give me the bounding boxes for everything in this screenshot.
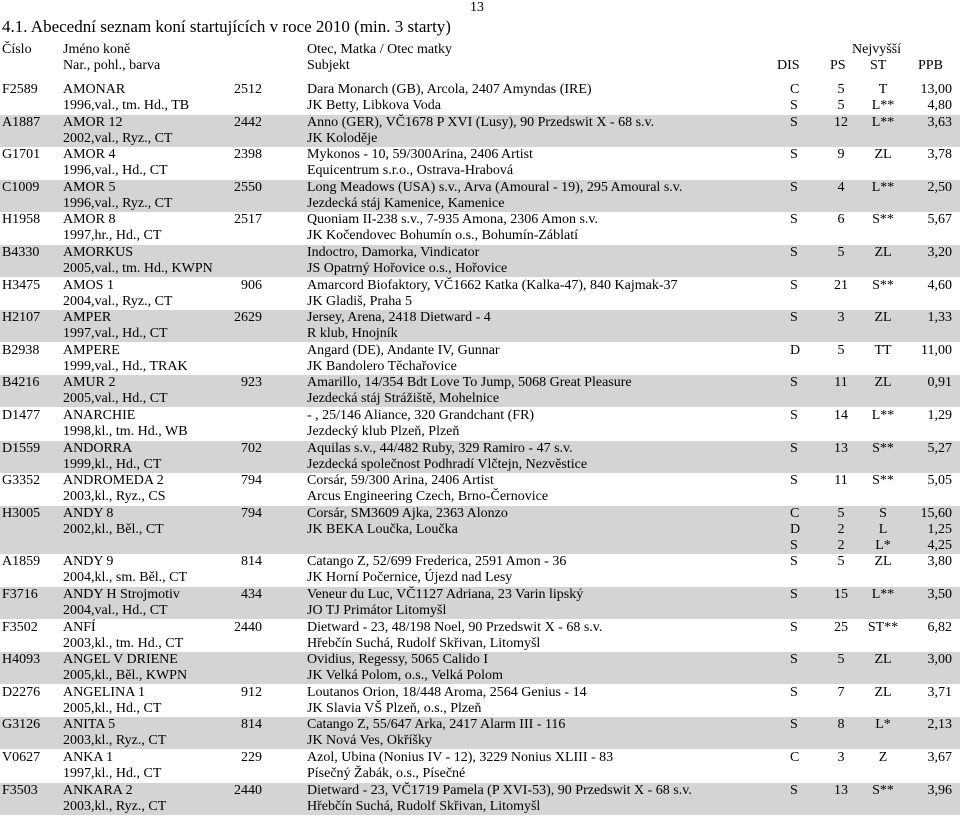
page-number: 13 [470,0,484,15]
stat-st: L** [871,98,895,113]
horse-number: F3502 [2,619,38,635]
pedigree: Dietward - 23, VČ1719 Pamela (P XVI-53), 90 Przedswit X - 68 s.v. [307,782,692,798]
pedigree: Mykonos - 10, 59/300Arina, 2406 Artist [307,147,533,163]
header-otec: Otec, Matka / Otec matky [307,42,453,57]
horse-birth-info: 1996,val., Ryz., CT [63,195,173,211]
owner-subject: Jezdecká stáj Kamenice, Kamenice [307,195,505,211]
sire-number: 2440 [234,619,262,635]
owner-subject: JK Koloděje [307,130,378,146]
pedigree: Indoctro, Damorka, Vindicator [307,245,480,260]
horse-birth-info: 2002,kl., Běl., CT [63,521,164,537]
stat-st: L** [871,179,895,195]
horse-name: AMOR 5 [63,179,116,195]
stat-dis: S [790,619,798,635]
horse-name: ANDORRA [63,440,133,456]
stat-dis: S [790,684,798,700]
table-row [0,180,960,212]
table-row [0,473,960,505]
stat-st: ST** [867,619,899,635]
horse-birth-info: 2003,kl., tm. Hd., CT [63,635,184,651]
stat-dis: S [790,114,798,130]
horse-name: ANDY H Strojmotiv [63,587,180,602]
stat-dis: S [790,375,798,391]
owner-subject: R klub, Hnojník [307,326,398,342]
stat-ps: 11 [834,473,848,489]
horse-number: B4330 [2,245,40,260]
horse-number: F3503 [2,782,38,798]
table-row [0,408,960,440]
stat-ps: 14 [834,408,848,423]
table-row [0,750,960,782]
stat-st: ZL [874,375,892,391]
sire-number: 912 [241,684,262,700]
header-jmeno: Jméno koně [63,42,131,57]
owner-subject: Hřebčín Suchá, Rudolf Skřivan, Litomyšl [307,798,541,814]
owner-subject: JK Slavia VŠ Plzeň, o.s., Plzeň [307,700,482,716]
stat-dis: S [790,147,798,163]
horse-number: H3475 [2,277,41,293]
stat-ppb: 13,00 [920,82,952,97]
stat-st: ZL [874,245,892,260]
stat-ppb: 4,25 [927,537,952,553]
pedigree: Quoniam II-238 s.v., 7-935 Amona, 2306 Amon s.v. [307,212,598,228]
stat-ps: 8 [837,717,845,733]
owner-subject: Arcus Engineering Czech, Brno-Černovice [307,489,549,505]
horse-name: ANFÍ [63,619,96,635]
stat-dis: D [790,521,801,537]
horse-number: H3005 [2,505,41,521]
stat-dis: S [790,310,798,326]
stat-ppb: 3,20 [927,245,952,260]
owner-subject: JS Opatrný Hořovice o.s., Hořovice [307,261,508,276]
stat-st: L [878,521,888,537]
stat-ps: 3 [837,310,845,326]
table-row [0,554,960,586]
stat-dis: S [790,652,798,668]
stat-ppb: 3,71 [927,684,952,700]
horse-number: H2107 [2,310,41,326]
stat-ppb: 4,80 [927,98,952,113]
owner-subject: Jezdecký klub Plzeň, Plzeň [307,424,460,439]
sire-number: 2512 [234,82,262,97]
header-dis: DIS [777,58,800,73]
pedigree: Aquilas s.v., 44/482 Ruby, 329 Ramiro - 47 s.v. [307,440,573,456]
sire-number: 2440 [234,782,262,798]
pedigree: Jersey, Arena, 2418 Dietward - 4 [307,310,491,326]
horse-name: AMUR 2 [63,375,116,391]
stat-dis: C [790,750,800,765]
horse-number: F3716 [2,587,38,602]
stat-ps: 25 [834,619,848,635]
horse-number: A1887 [2,114,41,130]
sire-number: 794 [241,473,262,489]
stat-ps: 4 [837,179,845,195]
horse-name: ANITA 5 [63,717,116,733]
horse-birth-info: 2003,kl., Ryz., CT [63,733,167,749]
owner-subject: JK Velká Polom, o.s., Velká Polom [307,668,503,684]
owner-subject: JK Nová Ves, Okříšky [307,733,432,749]
horse-birth-info: 2005,kl., Běl., KWPN [63,668,188,684]
table-row [0,587,960,619]
sire-number: 229 [241,750,262,765]
header-st: ST [870,58,887,73]
header-nar: Nar., pohl., barva [63,58,161,73]
stat-ppb: 2,13 [927,717,952,733]
stat-ppb: 5,27 [927,440,952,456]
table-row [0,620,960,652]
pedigree: Dietward - 23, 48/198 Noel, 90 Przedswit X - 68 s.v. [307,619,603,635]
stat-ps: 13 [834,782,848,798]
stat-ppb: 2,50 [927,179,952,195]
horse-name: ANKARA 2 [63,782,133,798]
stat-ps: 6 [837,212,845,228]
stat-st: Z [878,750,888,765]
horse-name: ANGEL V DRIENE [63,652,178,668]
horse-name: AMOR 12 [63,114,123,130]
stat-ps: 13 [834,440,848,456]
pedigree: Corsár, SM3609 Ajka, 2363 Alonzo [307,505,508,521]
horse-name: AMPERE [63,342,120,358]
stat-ps: 12 [834,114,848,130]
stat-st: ZL [874,684,892,700]
stat-ps: 3 [837,750,845,765]
header-cislo: Číslo [2,42,32,57]
stat-ps: 7 [837,684,845,700]
header-nejvyssi: Nejvyšší [852,42,901,57]
horse-number: G1701 [2,147,41,163]
stat-ps: 5 [837,554,845,570]
horse-number: G3352 [2,473,41,489]
sire-number: 2550 [234,179,262,195]
stat-ps: 5 [837,505,845,521]
stat-dis: S [790,782,798,798]
stat-st: L* [875,717,891,733]
table-row [0,310,960,342]
stat-dis: C [790,505,800,521]
stat-dis: S [790,277,798,293]
stat-ps: 15 [834,587,848,602]
stat-ppb: 3,78 [927,147,952,163]
pedigree: Corsár, 59/300 Arina, 2406 Artist [307,473,494,489]
table-row [0,717,960,749]
sire-number: 2517 [234,212,262,228]
sire-number: 434 [241,587,262,602]
horse-birth-info: 2003,kl., Ryz., CS [63,489,166,505]
horse-name: AMONAR [63,82,126,97]
horse-number: D1477 [2,408,41,423]
stat-ps: 5 [837,245,845,260]
stat-ppb: 5,67 [927,212,952,228]
stat-st: ZL [874,554,892,570]
pedigree: Veneur du Luc, VČ1127 Adriana, 23 Varin lipský [307,587,584,602]
horse-birth-info: 2005,kl., Hd., CT [63,700,162,716]
stat-st: ZL [874,310,892,326]
stat-st: ZL [874,652,892,668]
table-row [0,652,960,684]
pedigree: Catango Z, 55/647 Arka, 2417 Alarm III - 116 [307,717,566,733]
stat-ps: 9 [837,147,845,163]
stat-st: L** [871,408,895,423]
stat-ppb: 1,33 [927,310,952,326]
horse-number: H4093 [2,652,41,668]
stat-ps: 2 [837,521,845,537]
stat-st: S** [872,212,894,228]
stat-st: ZL [874,147,892,163]
stat-ppb: 3,96 [927,782,952,798]
stat-ps: 5 [837,652,845,668]
sire-number: 814 [241,717,262,733]
pedigree: Angard (DE), Andante IV, Gunnar [307,342,500,358]
table-row [0,685,960,717]
owner-subject: Hřebčín Suchá, Rudolf Skřivan, Litomyšl [307,635,541,651]
horse-number: V0627 [2,750,41,765]
stat-dis: C [790,82,800,97]
horse-birth-info: 2002,val., Ryz., CT [63,130,173,146]
stat-st: S** [872,782,894,798]
horse-birth-info: 1997,hr., Hd., CT [63,228,162,244]
horse-birth-info: 2004,kl., sm. Běl., CT [63,570,188,586]
stat-ppb: 15,60 [920,505,952,521]
horse-number: D2276 [2,684,41,700]
horse-number: B4216 [2,375,40,391]
horse-birth-info: 2004,val., Ryz., CT [63,293,173,309]
stat-ppb: 1,29 [927,408,952,423]
stat-st: L** [871,587,895,602]
stat-ppb: 0,91 [927,375,952,391]
stat-ppb: 5,05 [927,473,952,489]
stat-st: S** [872,473,894,489]
horse-birth-info: 1997,val., Hd., CT [63,326,168,342]
stat-st: TT [874,342,892,358]
stat-st: S [879,505,887,521]
stat-ppb: 4,60 [927,277,952,293]
table-row [0,375,960,407]
owner-subject: JO TJ Primátor Litomyšl [307,603,447,618]
table-row [0,115,960,147]
table-row [0,783,960,815]
pedigree: Long Meadows (USA) s.v., Arva (Amoural - 19), 295 Amoural s.v. [307,179,683,195]
table-row [0,147,960,179]
header-ppb: PPB [918,58,943,73]
stat-dis: S [790,179,798,195]
sire-number: 2442 [234,114,262,130]
stat-dis: S [790,440,798,456]
owner-subject: JK Gladiš, Praha 5 [307,293,412,309]
horse-name: ANARCHIE [63,408,136,423]
stat-ppb: 3,80 [927,554,952,570]
stat-dis: S [790,473,798,489]
stat-dis: S [790,245,798,260]
table-row [0,212,960,244]
sire-number: 2398 [234,147,262,163]
owner-subject: JK Horní Počernice, Újezd nad Lesy [307,570,513,586]
table-row [0,506,960,554]
horse-birth-info: 1996,val., Hd., CT [63,163,168,179]
stat-ps: 2 [837,537,845,553]
stat-st: L* [875,537,891,553]
owner-subject: JK Bandolero Těchařovice [307,358,457,374]
horse-name: ANDY 9 [63,554,114,570]
stat-ps: 21 [834,277,848,293]
stat-ps: 5 [837,82,845,97]
owner-subject: Equicentrum s.r.o., Ostrava-Hrabová [307,163,514,179]
pedigree: Amarcord Biofaktory, VČ1662 Katka (Kalka-47), 840 Kajmak-37 [307,277,678,293]
stat-st: L** [871,114,895,130]
section-title: 4.1. Abecední seznam koní startujících v roce 2010 (min. 3 starty) [2,17,451,36]
horse-name: AMOR 4 [63,147,116,163]
sire-number: 702 [241,440,262,456]
horse-name: ANDY 8 [63,505,114,521]
table-row [0,441,960,473]
stat-dis: S [790,587,798,602]
sire-number: 906 [241,277,262,293]
pedigree: Catango Z, 52/699 Frederica, 2591 Amon - 36 [307,554,567,570]
pedigree: Dara Monarch (GB), Arcola, 2407 Amyndas (IRE) [307,82,592,97]
horse-name: AMORKUS [63,245,134,260]
stat-dis: S [790,408,798,423]
horse-name: AMOS 1 [63,277,114,293]
horse-number: F2589 [2,82,38,97]
horse-name: AMPER [63,310,112,326]
horse-name: ANGELINA 1 [63,684,146,700]
horse-name: ANDROMEDA 2 [63,473,164,489]
owner-subject: JK Kočendovec Bohumín o.s., Bohumín-Záblatí [307,228,579,244]
owner-subject: Jezdecká stáj Strážiště, Mohelnice [307,391,500,407]
stat-st: S** [872,440,894,456]
stat-ppb: 1,25 [927,521,952,537]
stat-ppb: 3,00 [927,652,952,668]
stat-st: T [878,82,888,97]
stat-dis: S [790,212,798,228]
pedigree: - , 25/146 Aliance, 320 Grandchant (FR) [307,408,535,423]
stat-dis: S [790,537,798,553]
owner-subject: Písečný Žabák, o.s., Písečné [307,766,466,781]
table-row [0,343,960,375]
horse-birth-info: 1996,val., tm. Hd., TB [63,98,190,113]
stat-ppb: 3,50 [927,587,952,602]
stat-ps: 11 [834,375,848,391]
pedigree: Anno (GER), VČ1678 P XVI (Lusy), 90 Przedswit X - 68 s.v. [307,114,655,130]
header-subjekt: Subjekt [307,58,350,73]
stat-dis: S [790,554,798,570]
table-row [0,278,960,310]
horse-birth-info: 2005,val., Hd., CT [63,391,168,407]
horse-name: ANKA 1 [63,750,114,765]
stat-ppb: 3,63 [927,114,952,130]
stat-ps: 5 [837,342,845,358]
pedigree: Loutanos Orion, 18/448 Aroma, 2564 Genius - 14 [307,684,587,700]
owner-subject: JK BEKA Loučka, Loučka [307,521,458,537]
pedigree: Ovidius, Regessy, 5065 Calido I [307,652,489,668]
stat-dis: S [790,98,798,113]
horse-number: G3126 [2,717,41,733]
stat-ppb: 11,00 [921,342,952,358]
stat-ps: 5 [837,98,845,113]
stat-ppb: 6,82 [927,619,952,635]
horse-number: D1559 [2,440,41,456]
horse-number: A1859 [2,554,41,570]
horse-birth-info: 1999,kl., Hd., CT [63,456,162,472]
horse-number: C1009 [2,179,40,195]
sire-number: 814 [241,554,262,570]
horse-birth-info: 2003,kl., Ryz., CT [63,798,167,814]
stat-dis: D [790,342,801,358]
horse-birth-info: 2004,val., Hd., CT [63,603,168,618]
horse-birth-info: 2005,val., tm. Hd., KWPN [63,261,213,276]
table-row [0,82,960,114]
pedigree: Azol, Ubina (Nonius IV - 12), 3229 Nonius XLIII - 83 [307,750,614,765]
horse-birth-info: 1998,kl., tm. Hd., WB [63,424,188,439]
sire-number: 2629 [234,310,262,326]
owner-subject: Jezdecká společnost Podhradí Vlčtejn, Nezvěstice [307,456,588,472]
sire-number: 923 [241,375,262,391]
stat-ppb: 3,67 [927,750,952,765]
stat-dis: S [790,717,798,733]
horse-number: H1958 [2,212,41,228]
owner-subject: JK Betty, Libkova Voda [307,98,441,113]
horse-name: AMOR 8 [63,212,116,228]
pedigree: Amarillo, 14/354 Bdt Love To Jump, 5068 Great Pleasure [307,375,632,391]
horse-number: B2938 [2,342,40,358]
horse-birth-info: 1999,val., Hd., TRAK [63,358,188,374]
sire-number: 794 [241,505,262,521]
table-row [0,245,960,277]
stat-st: S** [872,277,894,293]
horse-birth-info: 1997,kl., Hd., CT [63,766,162,781]
header-ps: PS [830,58,846,73]
